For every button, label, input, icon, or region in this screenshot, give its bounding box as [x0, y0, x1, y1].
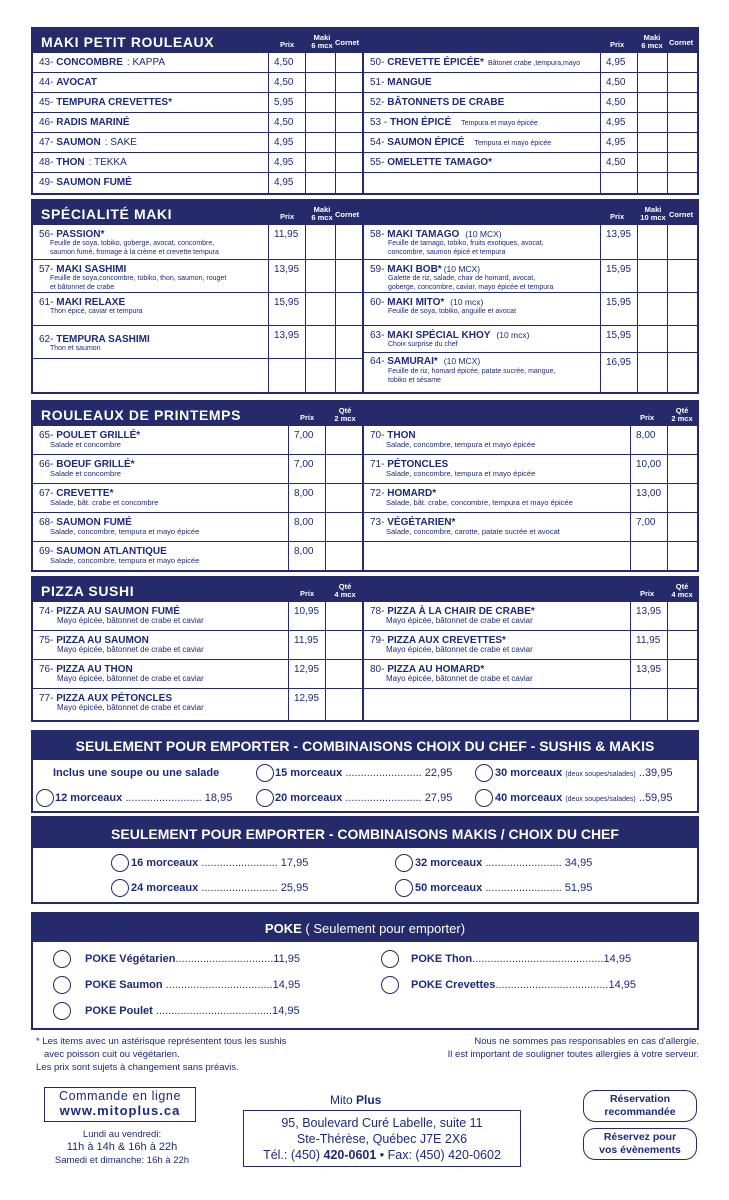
opening-hours: [40, 1128, 204, 1167]
poke-item: POKE Saumon ...................................14,95: [85, 979, 301, 991]
menu-item[interactable]: 56- PASSION* Feuille de soya, tobiko, goberge, avocat, concombre, saumon fumé, fromage à la crème et crevette tempura 11,95: [33, 225, 362, 260]
menu-item[interactable]: 66- BOEUF GRILLÉ* Salade et concombre 7,00: [33, 455, 362, 484]
menu-item[interactable]: 51- MANGUE 4,50: [364, 73, 697, 93]
combo-item: 20 morceaux ......................... 27,95: [275, 792, 453, 804]
hours-line: Lundi au vendredi:: [82, 1129, 162, 1140]
menu-item[interactable]: 64- SAMURAI* (10 MCX) Feuille de riz, homard épicée, patate sucrée, mangue, tobiko et sésame 16,95: [364, 353, 697, 392]
brand-name: Mito Plus: [330, 1093, 382, 1107]
menu-item[interactable]: 75- PIZZA AU SAUMON Mayo épicée, bâtonnet de crabe et caviar 11,95: [33, 631, 362, 660]
checkbox-circle[interactable]: [256, 764, 274, 782]
menu-item[interactable]: 54- SAUMON ÉPICÉ Tempura et mayo épicée 4,95: [364, 133, 697, 153]
menu-item[interactable]: 57- MAKI SASHIMI Feuille de soya,concombre, tobiko, thon, saumon, rouget et bâtonnet de crabe 13,95: [33, 260, 362, 293]
note-line: avec poisson cuit ou végétarien.: [44, 1049, 180, 1060]
hours-line: 11h à 14h & 16h à 22h: [66, 1141, 178, 1153]
address-line: Ste-Thérèse, Québec J7E 2X6: [296, 1132, 468, 1146]
col-price: Prix: [640, 413, 655, 422]
menu-item[interactable]: 65- POULET GRILLÉ* Salade et concombre 7,00: [33, 426, 362, 455]
maki-right-col: [364, 53, 697, 193]
website-link[interactable]: www.mitoplus.ca: [59, 1103, 181, 1118]
section-title: POKE ( Seulement pour emporter): [33, 914, 697, 942]
checkbox-circle[interactable]: [256, 789, 274, 807]
checkbox-circle[interactable]: [475, 789, 493, 807]
combo-item: 24 morceaux ......................... 25,95: [131, 882, 309, 894]
menu-item[interactable]: 60- MAKI MITO* (10 mcx) Feuille de soya, tobiko, anguille et avocat 15,95: [364, 293, 697, 326]
menu-item-empty: [33, 359, 362, 392]
reservation-badge: Réservation recommandée: [583, 1090, 697, 1122]
menu-item[interactable]: 58- MAKI TAMAGO (10 MCX) Feuille de tamago, tobiko, fruits exotiques, avocat, concombre, saumon épicé et tempura 13,95: [364, 225, 697, 260]
checkbox-circle[interactable]: [36, 789, 54, 807]
note-line: Les prix sont sujets à changement sans préavis.: [36, 1062, 239, 1073]
poke-item: POKE Poulet ......................................14,95: [85, 1005, 300, 1017]
section-title: PIZZA SUSHI: [41, 583, 135, 599]
menu-item[interactable]: 70- THON Salade, concombre, tempura et mayo épicée 8,00: [364, 426, 697, 455]
col-cornet: Cornet: [335, 210, 360, 219]
menu-item[interactable]: 50- CREVETTE ÉPICÉE* Bâtonet crabe ,tempura,mayo 4,95: [364, 53, 697, 73]
menu-item[interactable]: 72- HOMARD* Salade, bât. crabe, concombre, tempura et mayo épicée 13,00: [364, 484, 697, 513]
checkbox-circle[interactable]: [395, 854, 413, 872]
col-price: Prix: [300, 413, 315, 422]
phone-line: Tél.: (450) 420-0601 • Fax: (450) 420-0602: [263, 1148, 501, 1162]
section-specialite: [31, 199, 699, 394]
specialite-right-col: [364, 225, 697, 392]
col-price: Prix: [300, 589, 315, 598]
menu-item[interactable]: 55- OMELETTE TAMAGO* 4,50: [364, 153, 697, 173]
menu-item[interactable]: 53 - THON ÉPICÉ Tempura et mayo épicée 4,95: [364, 113, 697, 133]
asterisk-note: [36, 1035, 286, 1074]
online-order-label: Commande en ligne: [58, 1089, 182, 1103]
checkbox-circle[interactable]: [53, 950, 71, 968]
menu-item[interactable]: 62- TEMPURA SASHIMI Thon et saumon 13,95: [33, 326, 362, 359]
events-badge: Réservez pour vos évènements: [583, 1128, 697, 1160]
menu-item[interactable]: 44- AVOCAT 4,50: [33, 73, 362, 93]
poke-item: POKE Végétarien................................11,95: [85, 953, 300, 965]
menu-item[interactable]: 43- CONCOMBRE : KAPPA 4,50: [33, 53, 362, 73]
col-qty: Qté 2 mcx: [671, 406, 693, 423]
combo-item: 12 morceaux ......................... 18,95: [55, 792, 233, 804]
section-title: SEULEMENT POUR EMPORTER - COMBINAISONS MAKIS / CHOIX DU CHEF: [33, 818, 697, 848]
combo-item: 30 morceaux (deux soupes/salades) ..39,95: [495, 767, 673, 779]
combo-note: Inclus une soupe ou une salade: [53, 767, 220, 779]
col-cornet: Cornet: [335, 38, 360, 47]
note-line: * Les items avec un astérisque représentent tous les sushis: [36, 1036, 287, 1047]
menu-item[interactable]: 78- PIZZA À LA CHAIR DE CRABE* Mayo épicée, bâtonnet de crabe et caviar 13,95: [364, 602, 697, 631]
col-qty: Qté 4 mcx: [334, 582, 356, 599]
section-maki: [31, 27, 699, 195]
address-line: 95, Boulevard Curé Labelle, suite 11: [281, 1116, 483, 1130]
poke-item: POKE Thon...........................................14,95: [411, 953, 632, 965]
menu-item[interactable]: 59- MAKI BOB* (10 MCX) Galette de riz, salade, chair de homard, avocat, goberge, concombre, caviar, mayo épicée et tempura 15,95: [364, 260, 697, 293]
hours-line: Samedi et dimanche: 16h à 22h: [54, 1155, 190, 1166]
checkbox-circle[interactable]: [53, 1002, 71, 1020]
checkbox-circle[interactable]: [395, 879, 413, 897]
menu-item[interactable]: 71- PÉTONCLES Salade, concombre, tempura et mayo épicée 10,00: [364, 455, 697, 484]
section-title: ROULEAUX DE PRINTEMPS: [41, 407, 242, 423]
col-maki: Maki 6 mcx: [641, 33, 663, 50]
checkbox-circle[interactable]: [53, 976, 71, 994]
combo-item: 40 morceaux (deux soupes/salades) ..59,95: [495, 792, 673, 804]
menu-item[interactable]: 49- SAUMON FUMÉ 4,95: [33, 173, 362, 193]
online-order-box[interactable]: [44, 1087, 196, 1122]
col-maki: Maki 6 mcx: [311, 33, 333, 50]
menu-item-empty: [364, 173, 697, 193]
checkbox-circle[interactable]: [111, 879, 129, 897]
menu-item[interactable]: 48- THON : TEKKA 4,95: [33, 153, 362, 173]
col-price: Prix: [280, 212, 295, 221]
section-printemps: [31, 400, 699, 572]
printemps-left-col: [33, 426, 364, 570]
combo-item: 50 morceaux ......................... 51,95: [415, 882, 593, 894]
menu-item[interactable]: 47- SAUMON : SAKE 4,95: [33, 133, 362, 153]
menu-item[interactable]: 73- VÉGÉTARIEN* Salade, concombre, carotte, patate sucrée et avocat 7,00: [364, 513, 697, 542]
menu-item[interactable]: 77- PIZZA AUX PÉTONCLES Mayo épicée, bâtonnet de crabe et caviar 12,95: [33, 689, 362, 720]
menu-item[interactable]: 45- TEMPURA CREVETTES* 5,95: [33, 93, 362, 113]
address-box: [243, 1110, 521, 1167]
section-printemps-header: [33, 402, 697, 426]
combo-item: 32 morceaux ......................... 34,95: [415, 857, 593, 869]
col-price: Prix: [610, 40, 625, 49]
col-price: Prix: [610, 212, 625, 221]
section-combo-makis: [31, 816, 699, 904]
col-maki: Maki 6 mcx: [311, 205, 333, 222]
note-line: Nous ne sommes pas responsables en cas d'allergie.: [474, 1036, 699, 1047]
section-combo-sushi-maki: [31, 730, 699, 813]
section-pizza-header: [33, 578, 697, 602]
menu-item[interactable]: 68- SAUMON FUMÉ Salade, concombre, tempura et mayo épicée 8,00: [33, 513, 362, 542]
checkbox-circle[interactable]: [111, 854, 129, 872]
section-poke: [31, 912, 699, 1030]
section-title: MAKI PETIT ROULEAUX: [41, 34, 215, 50]
col-qty: Qté 4 mcx: [671, 582, 693, 599]
menu-item[interactable]: 61- MAKI RELAXE Thon épicé, caviar et tempura 15,95: [33, 293, 362, 326]
menu-item[interactable]: 46- RADIS MARINÉ 4,50: [33, 113, 362, 133]
menu-item[interactable]: 63- MAKI SPÉCIAL KHOY (10 mcx) Choix surprise du chef 15,95: [364, 326, 697, 353]
menu-item[interactable]: 74- PIZZA AU SAUMON FUMÉ Mayo épicée, bâtonnet de crabe et caviar 10,95: [33, 602, 362, 631]
menu-item[interactable]: 67- CREVETTE* Salade, bât. crabe et concombre 8,00: [33, 484, 362, 513]
menu-item-empty: [364, 689, 697, 720]
menu-item[interactable]: 52- BÂTONNETS DE CRABE 4,50: [364, 93, 697, 113]
specialite-left-col: [33, 225, 364, 392]
col-price: Prix: [640, 589, 655, 598]
checkbox-circle[interactable]: [381, 950, 399, 968]
menu-item[interactable]: 76- PIZZA AU THON Mayo épicée, bâtonnet de crabe et caviar 12,95: [33, 660, 362, 689]
section-pizza: [31, 576, 699, 722]
poke-item: POKE Crevettes.....................................14,95: [411, 979, 636, 991]
col-maki: Maki 10 mcx: [640, 205, 666, 222]
combo-item: 16 morceaux ......................... 17,95: [131, 857, 309, 869]
section-title: SPÉCIALITÉ MAKI: [41, 206, 173, 222]
col-cornet: Cornet: [669, 38, 694, 47]
menu-item-empty: [364, 542, 697, 572]
menu-item[interactable]: 69- SAUMON ATLANTIQUE Salade, concombre, tempura et mayo épicée 8,00: [33, 542, 362, 572]
checkbox-circle[interactable]: [475, 764, 493, 782]
col-price: Prix: [280, 40, 295, 49]
maki-left-col: [33, 53, 364, 193]
pizza-right-col: [364, 602, 697, 720]
col-cornet: Cornet: [669, 210, 694, 219]
combo-item: 15 morceaux ......................... 22,95: [275, 767, 453, 779]
col-qty: Qté 2 mcx: [334, 406, 356, 423]
menu-item[interactable]: 79- PIZZA AUX CREVETTES* Mayo épicée, bâtonnet de crabe et caviar 11,95: [364, 631, 697, 660]
allergy-note: [448, 1035, 699, 1061]
printemps-right-col: [364, 426, 697, 570]
menu-item[interactable]: 80- PIZZA AU HOMARD* Mayo épicée, bâtonnet de crabe et caviar 13,95: [364, 660, 697, 689]
section-title: SEULEMENT POUR EMPORTER - COMBINAISONS CHOIX DU CHEF - SUSHIS & MAKIS: [33, 732, 697, 760]
checkbox-circle[interactable]: [381, 976, 399, 994]
section-specialite-header: [33, 201, 697, 225]
section-maki-header: [33, 29, 697, 53]
pizza-left-col: [33, 602, 364, 720]
note-line: Il est important de souligner toutes allergies à votre serveur.: [447, 1049, 699, 1060]
